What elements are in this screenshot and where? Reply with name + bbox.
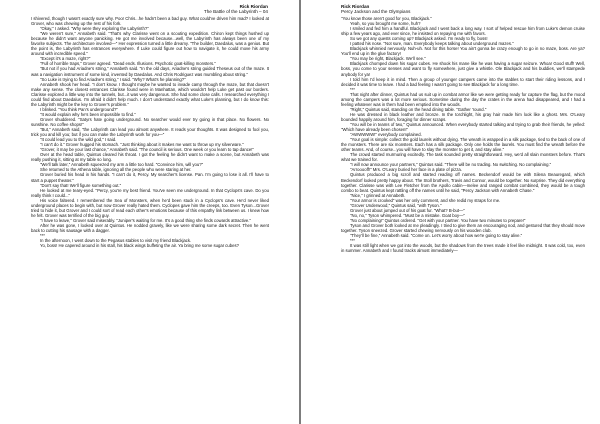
paragraph: "So Luke is trying to find Ariadne's string," I said. "Why? What's he planning?" (40, 76, 186, 82)
paragraph: "AWWWWW!" everybody complained. (350, 132, 422, 138)
paragraph: "We weren't sure," Annabeth said. "That's why Clarisse went on a scouting expedition. Chiron kept things hushed up because he didn't want anyone panicking. He got me involved because...well, the Labyrinth has always been one of my favorite subjects. The architecture involved—" Her expression turned a little dreamy. "The builder, Daedalus, was a genius. But the point is, the Labyrinth has entrances everywhere. If Luke could figure out how to navigate it, he could move his army around with incredible speed." (31, 31, 269, 57)
paragraph: Quintus produced a big scroll and started reading off names. Beckendorf would be with Silena Beauregard, which Beckendorf looked pretty happy about. The Stoll brothers, Travis and Connor, would be together. No surprise. They did everything together. Clarisse was with Lee Fletcher from the Apollo cabin—melee and ranged combat combined, they would be a tough combo to beat. Quintus kept rattling off the names until he said, "Percy Jackson with Annabeth Chase." (341, 172, 585, 193)
left-page-body (31, 16, 269, 248)
paragraph: Tyson and Grover both looked at me pleadingly. I tried to give them an encouraging nod, and gestured that they should move together. Tyson sneezed. Grover started chewing nervously on his wooden club. (341, 222, 585, 233)
paragraph: *** (40, 233, 45, 239)
paragraph: It was still light when we got into the woods, but the shadows from the trees made it feel like midnight. It was cold, too, even in summer. Annabeth and I found tracks almost immediately— (341, 243, 585, 254)
paragraph: "Grover Underwood," Quintus said, "with Tyson." (350, 202, 442, 208)
paragraph: "You will be in teams of two," Quintus announced. When everybody started talking and trying to grab their friends, he yelled: "Which have already been chosen!" (341, 121, 585, 133)
paragraph: "We'll talk later," Annabeth squeezed my arm a little too hard. "Convince him, will you?" (40, 162, 204, 168)
paragraph: His voice faltered. I remembered the Sea of Monsters, when he'd been stuck in a Cyclops's cave. He'd never liked underground places to begin with, but now Grover really hated them. Cyclopes gave him the creeps, too. Even Tyson...Grover tried to hide it, but Grover and I could sort of read each other's emotions because of this empathy link between us. I knew how he felt. Grover was terrified of the big guy. (31, 197, 269, 218)
left-page-header (204, 4, 268, 15)
paragraph: "They'll be fine," Annabeth said. "Come on. Let's worry about how we're going to stay alive." (350, 233, 523, 239)
paragraph: "Nice," I grinned at Annabeth. (350, 192, 406, 198)
paragraph: The crowd started murmuring excitedly. The task sounded pretty straightforward. Hey, we'd all slain monsters before. That's what we trained for. (341, 152, 585, 163)
paragraph: "You may be right, Blackjack. We'll see." (350, 56, 426, 62)
paragraph: "You know those aren't good for you, Blackjack." (341, 16, 432, 21)
paragraph: I smiled and fed him a handful. Blackjack and I went back a long way. I sort of helped rescue him from Luke's demon cruise ship a few years ago, and ever since, he insisted on repaying me with favors. (341, 26, 585, 37)
paragraph: "But not if you had Ariadne's string," Annabeth said. "In the old days, Ariadne's string guided Theseus out of the maze. It was a navigation instrument of some kind, invented by Daedalus. And Chris Rodriguez was mumbling about string." (31, 66, 269, 77)
right-header-author: Rick Riordan (341, 4, 370, 9)
paragraph: Over at the head table, Quintus cleared his throat. I got the feeling he didn't want to make a scene, but Annabeth was really pushing it, sitting at my table so long. (31, 152, 269, 163)
left-page (0, 0, 299, 424)
paragraph: *** (350, 86, 355, 92)
paragraph: Blackjack chomped down his sugar cubes. He shook his mane like he was having a sugar seizure. Whoa! Good stuff! Well, boss, you come to your senses and want to fly somewhere, just give a whistle. Ole Blackjack and his buddies, we'll stampede anybody for ya! (341, 61, 585, 77)
paragraph: "It could lead you to the wild god," I said. (40, 137, 117, 143)
paragraph: "Your armor is crooked" was her only comment, and she redid my straps for me. (350, 197, 501, 203)
paragraph: Yeah, so you brought me some, huh? (350, 21, 421, 27)
paragraph: Yo, boss! He capered around in his stall, his black wings buffeting the air. Ya bring me some sugar cubes? (40, 243, 240, 249)
paragraph: "Full of horrible traps," Grover agreed. "Dead ends. Illusions. Psychotic goat-killing monsters." (40, 61, 216, 67)
right-page (301, 0, 600, 424)
paragraph: So we got any quests coming up? Blackjack asked. I'm ready to fly, boss! (350, 36, 488, 42)
paragraph: "Okay," I asked. "Why were they exploring the Labyrinth?" (40, 26, 149, 32)
paragraph: "But," Annabeth said, "the Labyrinth can lead you almost anywhere. It reads your thoughts. It was designed to fool you, trick you and kill you; but if you can make the Labyrinth work for you—" (31, 127, 269, 138)
paragraph: Annabeth shook her head. "I don't know. I thought maybe he wanted to invade camp through the maze, but that doesn't make any sense. The closest entrances Clarisse found were in Manhattan, which wouldn't help Luke get past our borders. Clarisse explored a little way into the tunnels, but...it was very dangerous. She had some close calls. I researched everything I could find about Daedalus. I'm afraid it didn't help much. I don't understand exactly what Luke's planning, but I do know this: the Labyrinth might be the key to Grover's problem." (31, 81, 269, 107)
paragraph: That night after dinner, Quintus had us suit up in combat armor like we were getting ready for capture the flag, but the mood among the campers was a lot more serious. Sometime during the day the crates in the arena had disappeared, and I had a feeling whatever was in them had been emptied into the woods. (341, 91, 585, 107)
paragraph: "I will now announce your partners," Quintus said. "There will be no trading. No switching. No complaining." (350, 162, 552, 168)
paragraph: "Don't say that! We'll figure something out." (40, 182, 122, 188)
paragraph: I patted his nose. "Not sure, man. Everybody keeps talking about underground mazes." (350, 41, 514, 47)
paragraph: Grover shuddered. "Satyrs hate going underground. No searcher would ever try going in that place. No flowers. No sunshine. No coffee shops!" (31, 116, 269, 127)
paragraph: Grover just about jumped out of his goat fur. "What? B-but—" (350, 207, 465, 213)
paragraph: After he was gone, I looked over at Quintus. He nodded gravely, like we were sharing some dark secret. Then he went back to cutting his sausage with a dagger. (31, 222, 269, 233)
paragraph: I shivered, though I wasn't exactly sure why. Poor Chris...he hadn't been a bad guy. What could've driven him mad? I looked at Grover, who was chewing up the rest of his fork. (31, 16, 269, 27)
paragraph: "No complaining!" Quintus ordered. "Get with your partner. You have two minutes to prepare!" (350, 217, 526, 223)
paragraph: He looked at me teary-eyed. "Percy, you're my best friend. You've seen me underground. In that Cyclops's cave. Do you really think I could..." (31, 187, 269, 198)
paragraph: Blackjack whinnied nervously. Nuh-uh. Not for this horse! You ain't gonna be crazy enough to go in no maze, boss. Are ya? You'll end up in the glue factory! (341, 46, 585, 57)
right-header-title: Percy Jackson and the Olympians (341, 9, 411, 15)
right-page-header (341, 4, 410, 15)
paragraph: "Your goal is simple: collect the gold laurels without dying. The wreath is wrapped in a silk package, tied to the back of one of the monsters. There are six monsters. Each has a silk package. Only one holds the laurels. You must find the wreath before the other teams. And, of course...you will have to slay the monster to get it, and stay alive." (341, 137, 585, 153)
paragraph: I blinked. "You think Pan's underground?" (40, 106, 118, 112)
paragraph: Grover buried his head in his hands. "I can't do it, Percy. My searcher's license. Pan. I'm going to lose it all. I'll have to start a puppet theater." (31, 172, 269, 183)
paragraph: He was dressed in black leather and bronze. In the torchlight, his gray hair made him look like a ghost. Mrs. O'Leary bounded happily around him, foraging for dinner scraps. (341, 111, 585, 122)
paragraph: "Except it's a maze, right?" (40, 56, 91, 62)
left-header-title: The Battle of the Labyrinth – 04 (203, 9, 268, 15)
paragraph: *** (350, 238, 355, 244)
paragraph: "I have to leave," Grover said miserably. "Juniper's waiting for me. It's a good thing she finds cowards attractive." (40, 217, 251, 223)
paragraph: In the afternoon, I went down to the Pegasus stables to visit my friend Blackjack. (40, 238, 192, 244)
paragraph: "I can't do it." Grover hugged his stomach. "Just thinking about it makes me want to throw up my silverware." (40, 142, 244, 148)
paragraph: "It would explain why he's been impossible to find." (40, 111, 136, 117)
paragraph: "Arrooooff!" Mrs. O'Leary buried her face in a plate of pizza. (350, 167, 462, 173)
paragraph: She returned to the Athena table, ignoring all the people who were staring at her. (40, 167, 192, 173)
paragraph: I told him I'd keep it in mind. Then a group of younger campers came into the stables to start their riding lessons, and I decided it was time to leave. I had a bad feeling I wasn't going to see Blackjack for a long time. (341, 76, 585, 87)
paragraph: "Right," Quintus said, standing on the head dining table. "Gather 'round." (350, 106, 487, 112)
paragraph: "No, no," Tyson whimpered. "Must be a mistake. Goat boy—" (350, 212, 465, 218)
right-page-body (341, 16, 585, 253)
paragraph: "Grover, it may be your last chance," Annabeth said. "The council is serious. One week or you learn to tap dance!" (40, 147, 254, 153)
left-header-author: Rick Riordan (239, 4, 268, 9)
